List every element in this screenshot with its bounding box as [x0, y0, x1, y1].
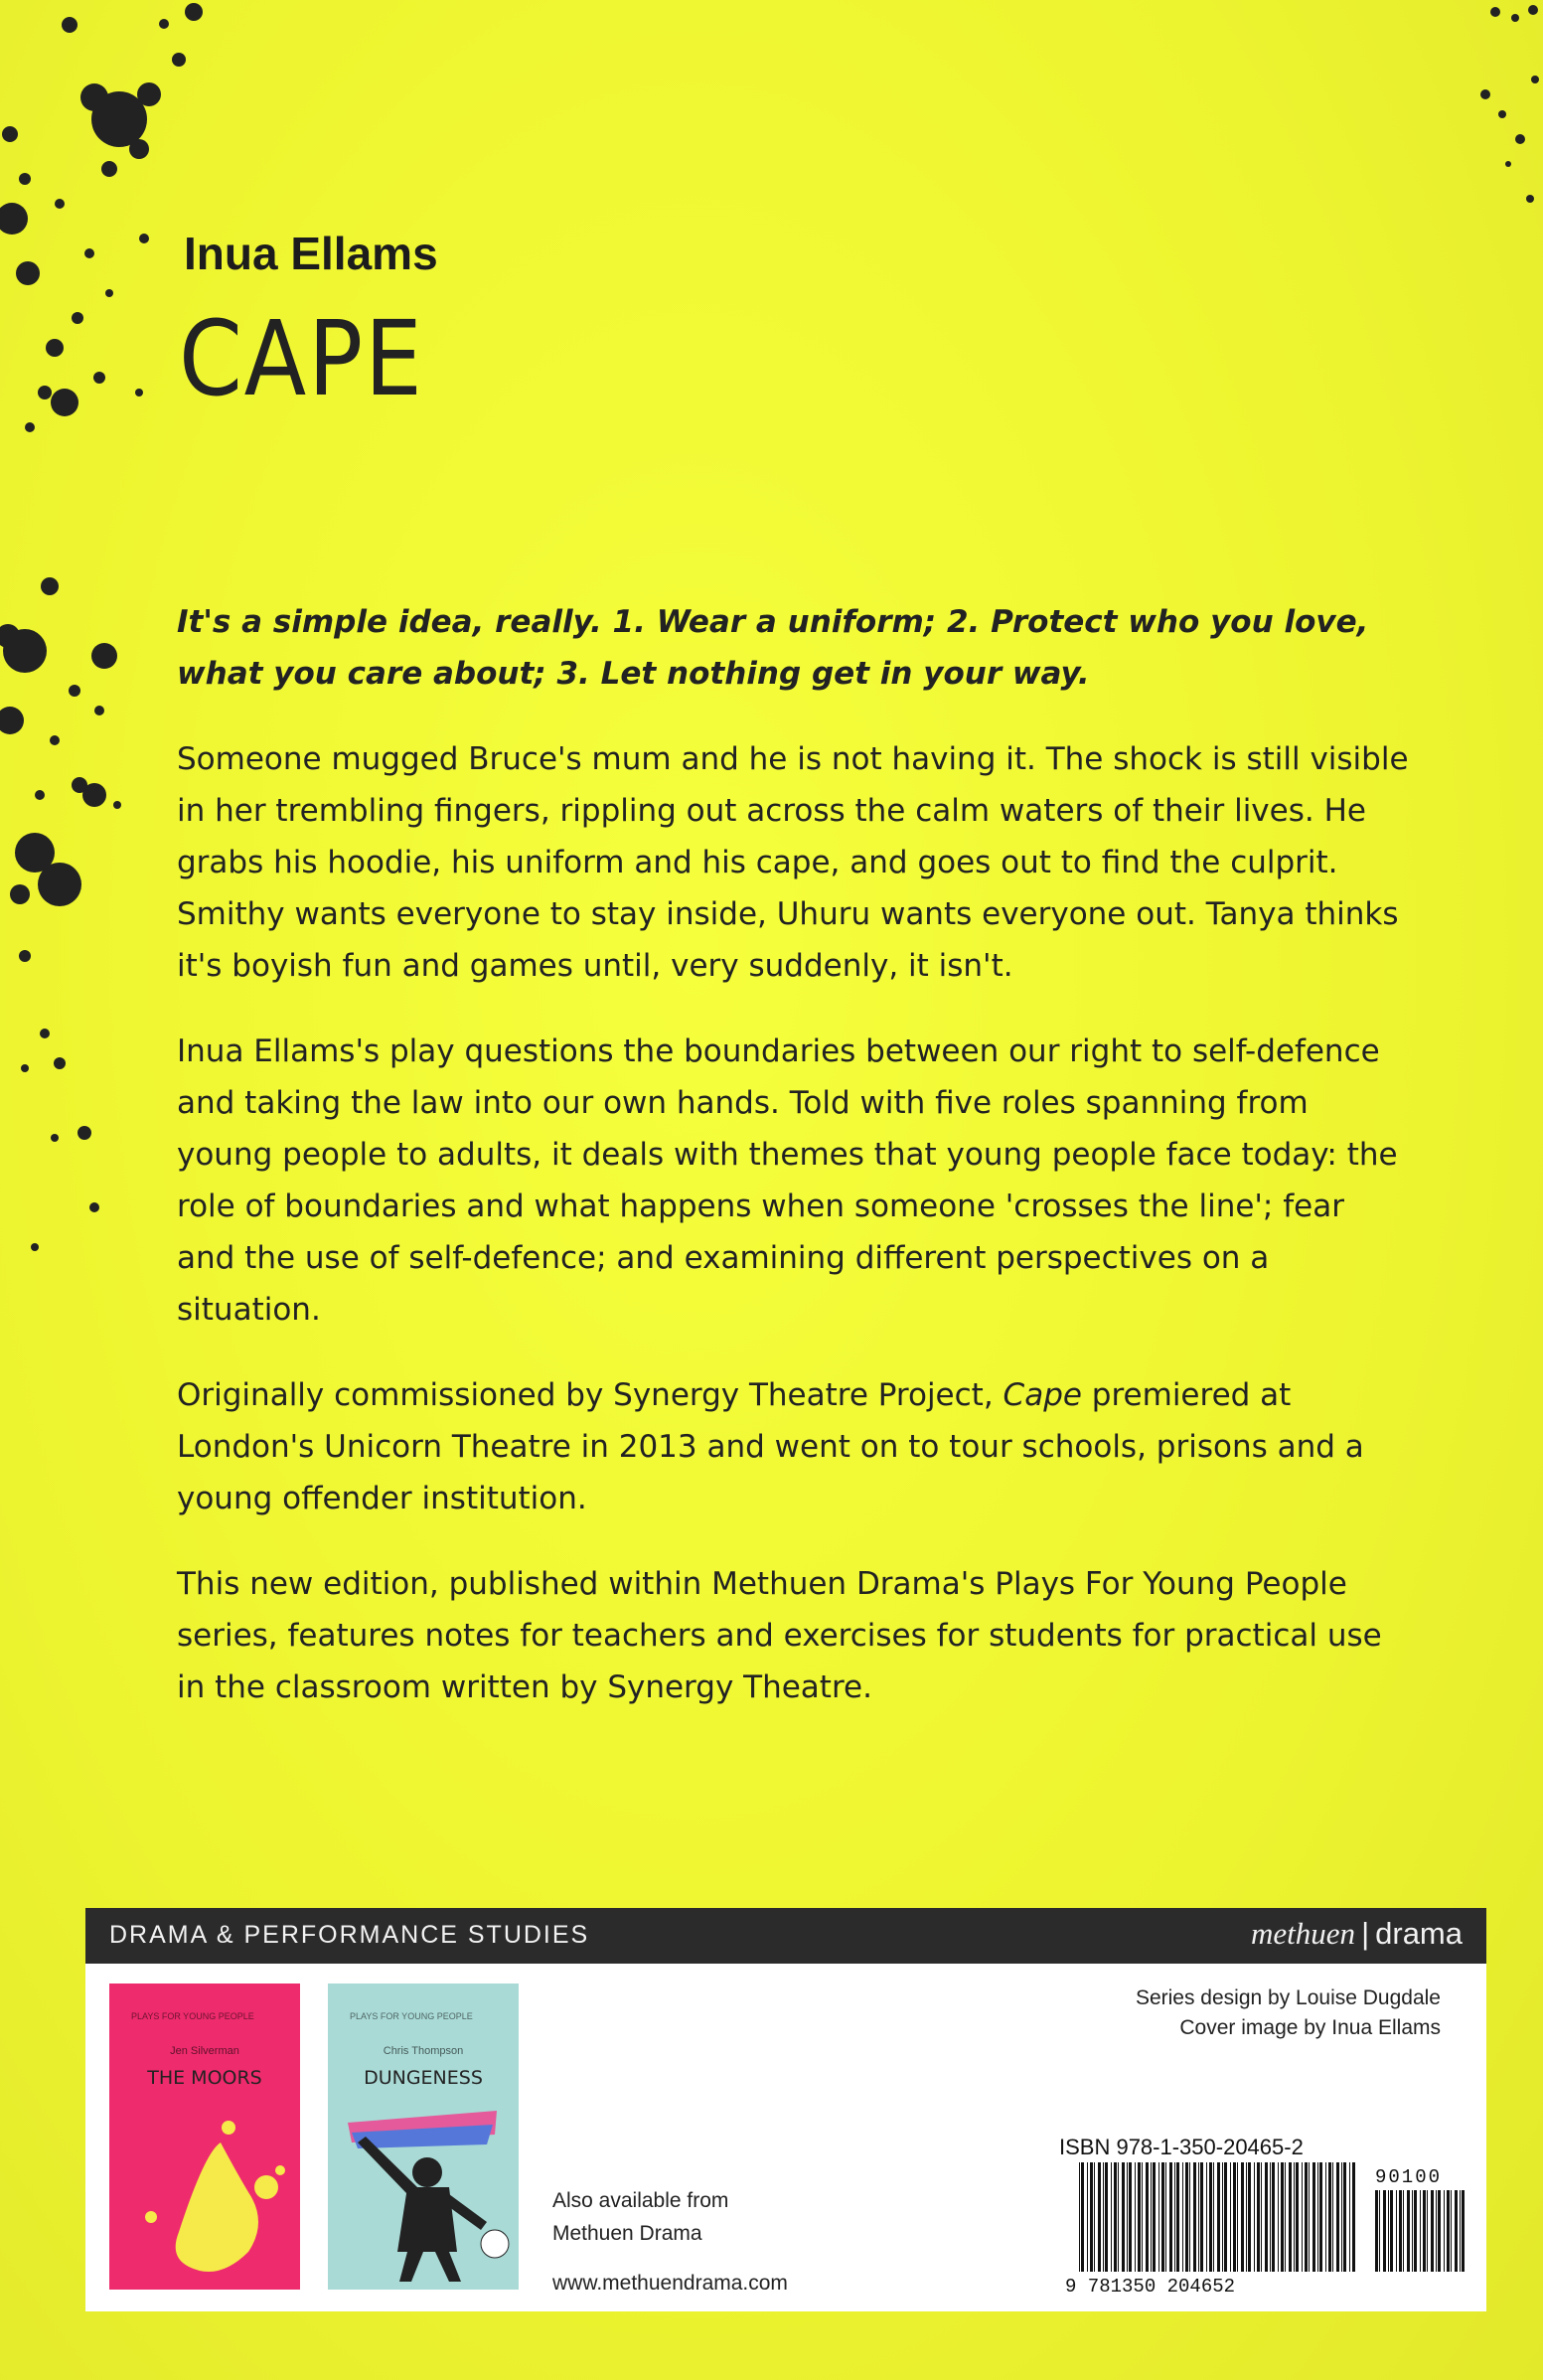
barcode-bar — [1153, 2162, 1156, 2272]
barcode-bar — [1224, 2162, 1227, 2272]
barcode-bar — [1438, 2190, 1441, 2272]
barcode-bar — [1296, 2162, 1299, 2272]
barcode-bar — [1230, 2162, 1231, 2272]
blurb-paragraph-3 — [177, 1369, 1409, 1524]
barcode-bar — [1375, 2190, 1378, 2272]
publisher-logo: methuen | drama — [1251, 1916, 1463, 1951]
barcode-bar — [1098, 2162, 1101, 2272]
commission-title-italic: Cape — [1003, 1377, 1082, 1413]
tagline: It's a simple idea, really. 1. Wear a uniform; 2. Protect who you love, what you care about; 3. Let nothing get in your way. — [177, 604, 1369, 692]
book-cover-the-moors — [109, 1983, 300, 2290]
barcode-bar — [1257, 2162, 1260, 2272]
also-available-text — [552, 2184, 728, 2250]
barcode-bar — [1423, 2190, 1426, 2272]
barcode-bar — [1111, 2162, 1112, 2272]
barcode-bar — [1436, 2190, 1437, 2272]
book-title-dungeness: DUNGENESS — [364, 2067, 483, 2089]
barcode-bar — [1412, 2190, 1413, 2272]
barcode-bar — [1325, 2162, 1326, 2272]
barcode-bar — [1341, 2162, 1342, 2272]
barcode-bar — [1396, 2190, 1397, 2272]
barcode-bar — [1103, 2162, 1104, 2272]
barcode-bar — [1420, 2190, 1421, 2272]
barcode-bar — [1174, 2162, 1175, 2272]
barcode-bar — [1379, 2190, 1380, 2272]
barcode-bar — [1081, 2162, 1084, 2272]
barcode-bar — [1213, 2162, 1214, 2272]
barcode-bar — [1336, 2162, 1339, 2272]
barcode-bar — [1383, 2190, 1386, 2272]
barcode-bar — [1122, 2162, 1125, 2272]
publisher-website: www.methuendrama.com — [552, 2272, 788, 2295]
credit-cover-image: Cover image by Inua Ellams — [1179, 2016, 1441, 2039]
credit-series-design: Series design by Louise Dugdale — [1135, 1986, 1441, 2009]
barcode-bar — [1399, 2190, 1402, 2272]
barcode-bar — [1161, 2162, 1164, 2272]
barcode-bar — [1407, 2190, 1410, 2272]
book-title-the-moors: THE MOORS — [147, 2067, 262, 2089]
barcode-bar — [1118, 2162, 1119, 2272]
price-code: 90100 — [1375, 2166, 1443, 2188]
barcode-bar — [1135, 2162, 1136, 2272]
barcode-bar — [1460, 2190, 1461, 2272]
barcode-bar — [1302, 2162, 1303, 2272]
barcode-bar — [1138, 2162, 1141, 2272]
barcode-bar — [1414, 2190, 1417, 2272]
barcode-bar — [1317, 2162, 1318, 2272]
barcode-bar — [1270, 2162, 1271, 2272]
barcode-bar — [1165, 2162, 1166, 2272]
barcode-bar — [1328, 2162, 1331, 2272]
barcode-bar — [1294, 2162, 1295, 2272]
barcode-bar — [1079, 2162, 1080, 2272]
barcode — [1065, 2162, 1468, 2301]
barcode-bar — [1312, 2162, 1315, 2272]
barcode-bar — [1105, 2162, 1108, 2272]
isbn-barcode-bars — [1079, 2162, 1355, 2272]
barcode-bar — [1158, 2162, 1159, 2272]
blurb-paragraph-1: Someone mugged Bruce's mum and he is not having it. The shock is still visible in her trembling fingers, rippling out across the calm waters of their lives. He grabs his hoodie, his uniform and his cape, and goes out to find the culprit. Smithy wants everyone to stay inside, Uhuru wants everyone out. Tanya thinks it's boyish fun and games until, very suddenly, it isn't. — [177, 741, 1409, 984]
barcode-bar — [1087, 2162, 1088, 2272]
barcode-bar — [1390, 2190, 1393, 2272]
barcode-bar — [1233, 2162, 1236, 2272]
barcode-bar — [1146, 2162, 1149, 2272]
also-available-line1: Also available from — [552, 2189, 729, 2212]
barcode-bar — [1431, 2190, 1434, 2272]
barcode-bar — [1090, 2162, 1093, 2272]
barcode-bar — [1206, 2162, 1207, 2272]
barcode-bar — [1169, 2162, 1172, 2272]
barcode-bar — [1319, 2162, 1322, 2272]
barcode-bar — [1444, 2190, 1445, 2272]
barcode-bar — [1309, 2162, 1310, 2272]
series-label: DRAMA & PERFORMANCE STUDIES — [109, 1921, 590, 1949]
isbn-label: ISBN 978-1-350-20465-2 — [1059, 2135, 1304, 2159]
also-available-line2: Methuen Drama — [552, 2222, 702, 2245]
blurb-paragraph-4: This new edition, published within Methuen Drama's Plays For Young People series, features notes for teachers and exercises for students for practical use in the classroom written by Synergy Theatre. — [177, 1566, 1382, 1705]
barcode-bar — [1094, 2162, 1095, 2272]
barcode-bar — [1246, 2162, 1247, 2272]
barcode-bar — [1237, 2162, 1238, 2272]
blurb — [177, 596, 1409, 1747]
barcode-bar — [1189, 2162, 1190, 2272]
book-author: Chris Thompson — [383, 2045, 464, 2057]
book-cover-dungeness — [328, 1983, 519, 2290]
barcode-bar — [1127, 2162, 1128, 2272]
barcode-bar — [1129, 2162, 1132, 2272]
barcode-bar — [1285, 2162, 1286, 2272]
barcode-bar — [1455, 2190, 1458, 2272]
barcode-bar — [1462, 2190, 1465, 2272]
barcode-bar — [1151, 2162, 1152, 2272]
barcode-bar — [1278, 2162, 1279, 2272]
barcode-bar — [1222, 2162, 1223, 2272]
barcode-bar — [1332, 2162, 1333, 2272]
barcode-bar — [1142, 2162, 1143, 2272]
barcode-bar — [1114, 2162, 1117, 2272]
barcode-bar — [1403, 2190, 1404, 2272]
book-series-text: PLAYS FOR YOUNG PEOPLE — [131, 2011, 254, 2021]
barcode-bar — [1451, 2190, 1452, 2272]
barcode-bar — [1447, 2190, 1450, 2272]
splash-illustration — [109, 1983, 300, 2290]
barcode-bar — [1261, 2162, 1262, 2272]
barcode-bar — [1176, 2162, 1179, 2272]
barcode-bar — [1185, 2162, 1188, 2272]
footer-panel — [85, 1908, 1486, 2311]
barcode-digits: 9 781350 204652 — [1065, 2276, 1236, 2298]
barcode-bar — [1265, 2162, 1268, 2272]
barcode-bar — [1209, 2162, 1212, 2272]
barcode-bar — [1248, 2162, 1251, 2272]
cover-credits — [1136, 1983, 1441, 2043]
barcode-bar — [1254, 2162, 1255, 2272]
barcode-bar — [1217, 2162, 1220, 2272]
author-name: Inua Ellams — [184, 228, 438, 279]
barcode-bar — [1352, 2162, 1355, 2272]
barcode-bar — [1343, 2162, 1346, 2272]
barcode-bar — [1198, 2162, 1199, 2272]
series-band — [85, 1908, 1486, 1964]
barcode-bar — [1349, 2162, 1350, 2272]
barcode-bar — [1305, 2162, 1308, 2272]
barcode-bar — [1193, 2162, 1196, 2272]
book-series-text: PLAYS FOR YOUNG PEOPLE — [350, 2011, 473, 2021]
book-author: Jen Silverman — [170, 2045, 239, 2057]
barcode-bar — [1388, 2190, 1389, 2272]
barcode-bar — [1272, 2162, 1275, 2272]
price-barcode-bars — [1375, 2190, 1465, 2272]
barcode-bar — [1182, 2162, 1183, 2272]
barcode-bar — [1281, 2162, 1284, 2272]
book-title: CAPE — [179, 298, 424, 419]
commission-text-end: premiered at London's Unicorn Theatre in 2013 and went on to tour schools, prisons and a young offender institution. — [177, 1377, 1364, 1516]
barcode-bar — [1200, 2162, 1203, 2272]
barcode-bar — [1427, 2190, 1428, 2272]
commission-text-start: Originally commissioned by Synergy Theatre Project, — [177, 1377, 1003, 1413]
blurb-paragraph-2: Inua Ellams's play questions the boundaries between our right to self-defence and taking the law into our own hands. Told with five roles spanning from young people to adults, it deals with themes that young people face today: the role of boundaries and what happens when someone 'crosses the line'; fear and the use of self-defence; and examining different perspectives on a situation. — [177, 1033, 1398, 1328]
barcode-bar — [1241, 2162, 1244, 2272]
figure-illustration — [328, 1983, 519, 2290]
barcode-bar — [1289, 2162, 1292, 2272]
